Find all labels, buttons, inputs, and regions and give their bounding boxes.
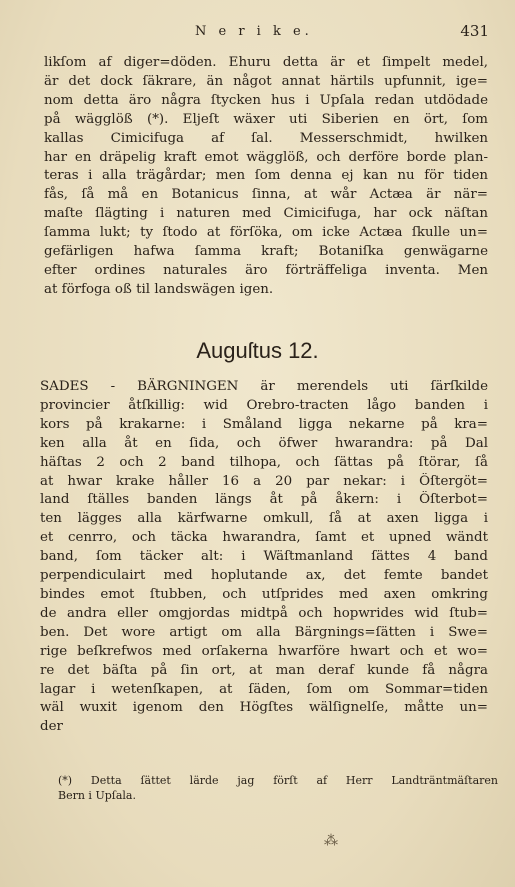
page-header [0,20,515,46]
text-line: at förfoga oß til landswägen igen. [44,281,274,297]
text-line: de andra eller omgjordas midtpå och hopwrides wid ſtub= [40,605,488,621]
text-line: ſamma lukt; ty ſtodo at förſöka, om icke Actæa ſkulle un= [44,225,488,241]
text-line: et cenrro, och täcka hwarandra, ſamt et upned wändt [40,530,488,546]
text-line: der [40,719,63,735]
section-heading: Auguſtus 12. [196,338,319,363]
paragraph-2 [40,378,488,737]
text-line: ben. Det wore artigt om alla Bärgnings=ſätten i Swe= [40,624,488,640]
text-line: kallas Cimicifuga af ſal. Messerschmidt, hwilken [44,130,488,146]
text-line: ken alla åt en ſida, och öfwer hwarandra: på Dal [40,435,488,451]
text-line: har en dräpelig kraft emot wägglöß, och derföre borde plan- [44,149,488,165]
text-line: efter ordines naturales äro förträffeliga inventa. Men [44,262,488,278]
text-line: Bern i Upſala. [58,789,136,802]
text-line: band, ſom täcker alt: i Wäſtmanland ſättes 4 band [40,549,488,565]
page-number: 431 [460,22,489,40]
paragraph-1 [44,54,488,300]
text-line: är det dock ſäkrare, än något annat härtils upfunnit, ige= [44,73,488,89]
ornament-icon: ⁂ [324,833,338,849]
text-line: re det bäſta på ſin ort, at man deraf kunde få några [40,662,488,678]
text-line: SADES - BÄRGNINGEN är merendels uti ſärſkilde [40,379,488,394]
text-line: på wägglöß (*). Eljeſt wäxer uti Siberien en ört, ſom [44,111,488,127]
text-line: gefärligen hafwa ſamma kraft; Botaniſka genwägarne [44,244,488,260]
running-head: N e r i k e. [195,24,313,39]
text-line: bindes emot ſtubben, och utſprides med axen omkring [40,586,488,602]
text-line: fås, ſå må en Botanicus ſinna, at wår Actæa är när= [44,187,488,203]
text-line: kors på krakarne: i Småland ligga nekarne på kra= [40,416,488,432]
text-line: perpendiculairt med hoplutande ax, det femte bandet [40,568,488,584]
text-line: ten lägges alla kärfwarne omkull, ſå at axen ligga i [40,511,488,527]
text-line: at hwar krake håller 16 a 20 par nekar: i Öſtergöt= [40,473,488,489]
text-line: nom detta äro några ſtycken hus i Upſala redan utdödade [44,92,488,108]
text-line: (*) Detta ſättet lärde jag förſt af Herr Landträntmäſtaren [58,774,498,787]
text-line: provincier åtſkillig: wid Orebro-tracten lågo banden i [40,397,488,413]
text-line: teras i alla trägårdar; men ſom denna ej kan nu för tiden [44,168,488,184]
text-line: lagar i wetenſkapen, at ſäden, ſom om Sommar=tiden [40,681,488,697]
footnote [58,773,498,803]
text-line: maſte ſlägting i naturen med Cimicifuga, har ock näſtan [44,206,488,222]
text-line: land ſtälles banden längs åt på åkern: i Öſterbot= [40,492,488,508]
text-line: likſom af diger=döden. Ehuru detta är et ſimpelt medel, [44,55,488,70]
text-line: häſtas 2 och 2 band tilhopa, och ſättas på ſtörar, ſå [40,454,488,470]
text-line: wäl wuxit igenom den Högſtes wälſignelſe, måtte un= [40,700,488,716]
text-line: rige beſkrefwos med orſakerna hwarföre hwart och et wo= [40,643,488,659]
